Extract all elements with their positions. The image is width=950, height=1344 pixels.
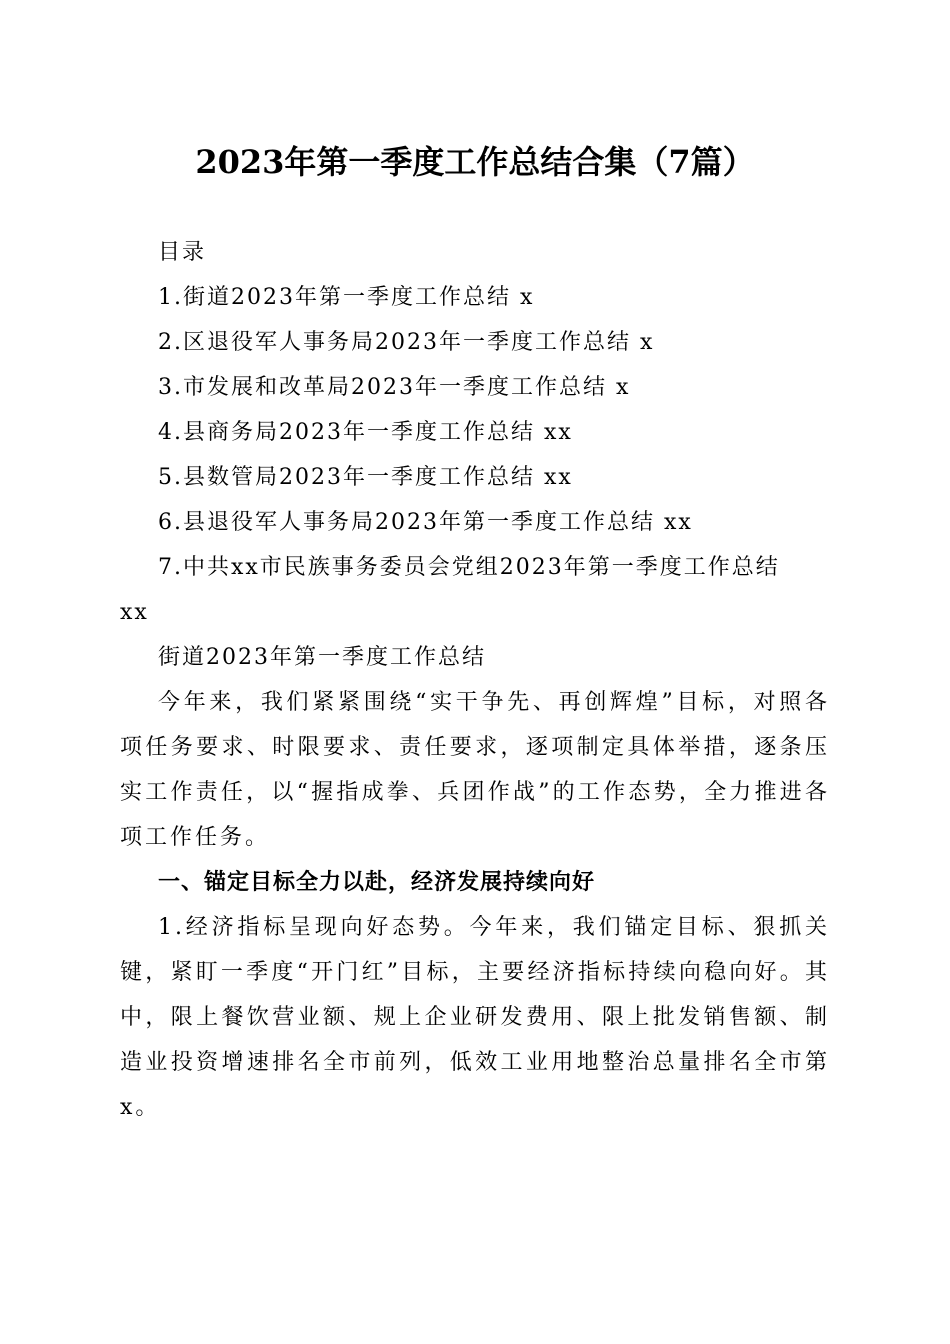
toc-item-continuation: xx: [120, 600, 149, 625]
toc-item: 4.县商务局2023年一季度工作总结 xx: [158, 420, 573, 445]
toc-item: 7.中共xx市民族事务委员会党组2023年第一季度工作总结: [158, 555, 780, 580]
toc-item: 3.市发展和改革局2023年一季度工作总结 x: [158, 375, 631, 400]
document-title: 2023年第一季度工作总结合集（7篇）: [195, 143, 755, 181]
article-title: 街道2023年第一季度工作总结: [158, 645, 486, 670]
toc-item: 2.区退役军人事务局2023年一季度工作总结 x: [158, 330, 655, 355]
toc-heading: 目录: [158, 240, 207, 265]
toc-item: 6.县退役军人事务局2023年第一季度工作总结 xx: [158, 510, 693, 535]
section-paragraph: 1.经济指标呈现向好态势。今年来，我们锚定目标、狠抓关键，紧盯一季度“开门红”目标，主要经济指标持续向稳向好。其中，限上餐饮营业额、规上企业研发费用、限上批发销售额、制造业投资增速排名全市前列，低效工业用地整治总量排名全市第x。: [120, 915, 830, 1120]
intro-paragraph: 今年来，我们紧紧围绕“实干争先、再创辉煌”目标，对照各项任务要求、时限要求、责任要求，逐项制定具体举措，逐条压实工作责任，以“握指成拳、兵团作战”的工作态势，全力推进各项工作任务。: [120, 690, 830, 850]
document-body: [120, 230, 830, 1130]
section-heading: 一、锚定目标全力以赴，经济发展持续向好: [158, 870, 596, 895]
toc-item: 1.街道2023年第一季度工作总结 x: [158, 285, 535, 310]
toc-item: 5.县数管局2023年一季度工作总结 xx: [158, 465, 573, 490]
